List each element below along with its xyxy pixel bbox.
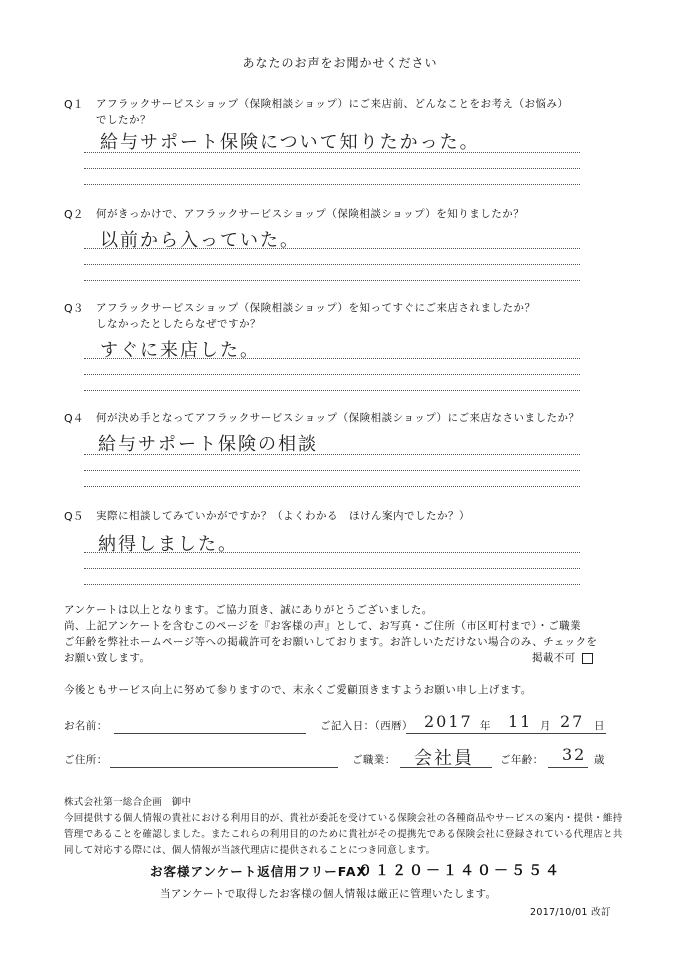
q4-number: Q４ — [64, 412, 84, 425]
age-value[interactable]: 32 — [562, 745, 587, 764]
q1-answer[interactable]: 給与サポート保険について知りたかった。 — [100, 132, 480, 153]
fax-label: お客様アンケート返信用フリーFAX — [150, 864, 368, 879]
q5-answer-line-3 — [84, 584, 580, 585]
q5-number: Q５ — [64, 510, 84, 523]
publish-note-line3: お願い致します。 — [64, 652, 151, 664]
future-text: 今後ともサービス向上に努めて参りますので、末永くご愛顧頂きますようお願い申し上げます。 — [64, 684, 532, 696]
no-publish-checkbox[interactable] — [582, 653, 593, 664]
address-field[interactable] — [110, 767, 338, 768]
q5-answer-line-2 — [84, 568, 580, 569]
no-publish-label: 掲載不可 — [532, 652, 576, 664]
privacy-line1: 今回提供する個人情報の貴社における利用目的が、貴社が委託を受けている保険会社の各種商品やサービスの案内・提供・維持 — [64, 813, 623, 824]
name-label: お名前： — [64, 720, 108, 732]
date-year-value[interactable]: 2017 — [424, 712, 473, 731]
publish-note-line1: 尚、上記アンケートを含むこのページを『お客様の声』として、お写真・ご住所（市区町村まで）・ご職業 — [64, 620, 581, 632]
job-value[interactable]: 会社員 — [414, 748, 474, 769]
company-name: 株式会社第一総合企画 御中 — [64, 797, 192, 808]
thanks-text: アンケートは以上となります。ご協力頂き、誠にありがとうございました。 — [64, 604, 433, 616]
age-underline — [548, 767, 588, 768]
q2-answer[interactable]: 以前から入っていた。 — [100, 230, 300, 251]
date-underline — [406, 733, 606, 734]
privacy-management-note: 当アンケートで取得したお客様の個人情報は厳正に管理いたします。 — [160, 888, 497, 900]
q3-text-line1: アフラックサービスショップ（保険相談ショップ）を知ってすぐにご来店されましたか？ — [96, 302, 536, 314]
q4-answer[interactable]: 給与サポート保険の相談 — [98, 434, 318, 455]
q3-number: Q３ — [64, 302, 84, 315]
q1-answer-line-3 — [84, 184, 580, 185]
age-label: ご年齢： — [500, 754, 544, 766]
q3-text-line2: しなかったとしたらなぜですか？ — [96, 318, 261, 330]
revision-date: 2017/10/01 改訂 — [530, 907, 611, 918]
page-title: あなたのお声をお聞かせください — [242, 56, 438, 70]
q4-answer-line-1 — [84, 454, 580, 455]
job-underline — [400, 767, 492, 768]
name-field[interactable] — [114, 733, 306, 734]
q3-answer-line-2 — [84, 374, 580, 375]
q4-answer-line-2 — [84, 470, 580, 471]
q5-answer-line-1 — [84, 552, 580, 553]
month-unit: 月 — [540, 720, 551, 732]
privacy-line3: 同して対応する際には、個人情報が当該代理店に提供されることにつき同意します。 — [64, 845, 436, 856]
date-day-value[interactable]: 27 — [560, 712, 585, 731]
q3-answer-line-1 — [84, 358, 580, 359]
address-label: ご住所： — [64, 754, 108, 766]
q2-answer-line-1 — [84, 248, 580, 249]
q2-answer-line-2 — [84, 264, 580, 265]
q1-text-line2: でしたか？ — [96, 114, 151, 126]
q4-text-line1: 何が決め手となってアフラックサービスショップ（保険相談ショップ）にご来店なさいましたか？ — [96, 412, 580, 424]
q5-text-line1: 実際に相談してみていかがですか？（よくわかる ほけん案内でしたか？） — [96, 510, 470, 522]
q1-answer-line-2 — [84, 168, 580, 169]
fax-number[interactable]: ０１２０－１４０－５５４ — [358, 863, 562, 879]
q2-text-line1: 何がきっかけで、アフラックサービスショップ（保険相談ショップ）を知りましたか？ — [96, 208, 525, 220]
q1-number: Q１ — [64, 98, 84, 111]
job-label: ご職業： — [352, 754, 396, 766]
q1-text-line1: アフラックサービスショップ（保険相談ショップ）にご来店前、どんなことをお考え（お悩み） — [96, 98, 569, 110]
age-unit: 歳 — [594, 754, 605, 766]
privacy-line2: 管理であることを確認しました。またこれらの利用目的のために貴社がその提携先である保険会社に登録されている代理店と共 — [64, 829, 623, 840]
no-publish-option[interactable] — [532, 650, 593, 665]
date-label: ご記入日：（西暦） — [320, 720, 413, 732]
year-unit: 年 — [480, 720, 491, 732]
day-unit: 日 — [594, 720, 605, 732]
q1-answer-line-1 — [84, 152, 580, 153]
q5-answer[interactable]: 納得しました。 — [98, 534, 238, 555]
q2-number: Q２ — [64, 208, 84, 221]
q4-answer-line-3 — [84, 486, 580, 487]
q3-answer-line-3 — [84, 390, 580, 391]
q3-answer[interactable]: すぐに来店した。 — [100, 340, 260, 361]
q2-answer-line-3 — [84, 280, 580, 281]
date-month-value[interactable]: 11 — [508, 712, 533, 731]
publish-note-line2: ご年齢を弊社ホームページ等への掲載許可をお願いしております。お許しいただけない場合のみ、チェックを — [64, 636, 598, 648]
